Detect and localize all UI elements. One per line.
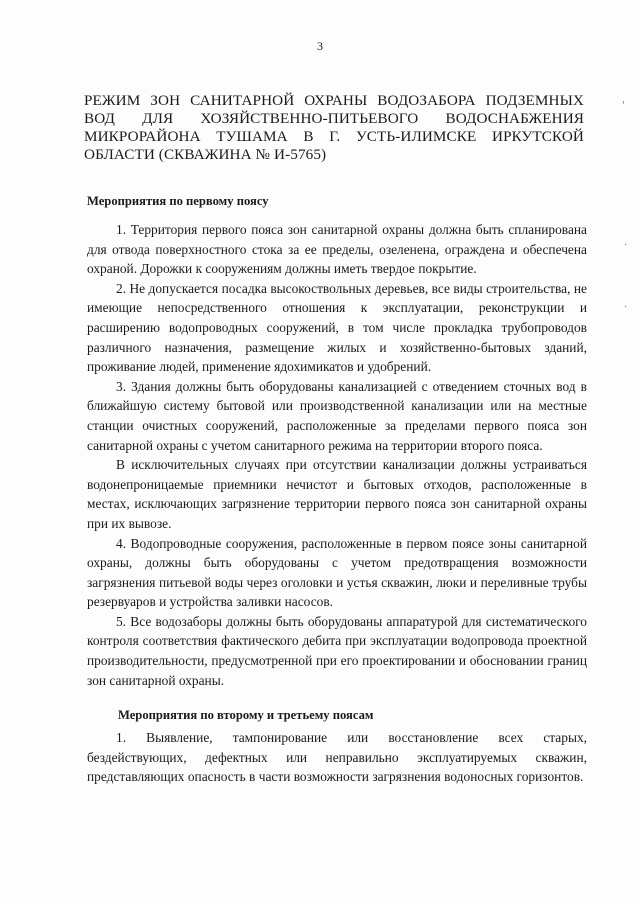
paragraph: 1. Территория первого пояса зон санитарной охраны должна быть спланирована для отвода поверхностного стока за ее пределы, озеленена, ограждена и обеспечена охраной. Дорожки к сооружениям должны иметь твердое покрытие. (87, 222, 587, 277)
page-number: 3 (317, 39, 323, 53)
paragraph: В исключительных случаях при отсутствии канализации должны устраиваться водонепроницаемые приемники нечистот и бытовых отходов, расположенные в местах, исключающих загрязнение территории первого пояса зон санитарной охраны при их вывозе. (87, 457, 587, 531)
paragraph: 2. Не допускается посадка высокоствольных деревьев, все виды строительства, не имеющие непосредственного отношения к эксплуатации, реконструкции и расширению водопроводных сооружений, в том числе прокладка трубопроводов различного назначения, размещение жилых и хозяйственно-бытовых зданий, проживание людей, применение ядохимикатов и удобрений. (87, 280, 587, 375)
scan-margin-mark: · (624, 240, 628, 251)
paragraph: 4. Водопроводные сооружения, расположенные в первом поясе зоны санитарной охраны, должны быть оборудованы с учетом предотвращения возможности загрязнения питьевой воды через оголовки и устья скважин, люки и переливные трубы резервуаров и устройства заливки насосов. (87, 535, 587, 610)
paragraph: 1. Выявление, тампонирование или восстановление всех старых, бездействующих, дефектных или неправильно эксплуатируемых скважин, представляющих опасность в части возможности загрязнения водоносных горизонтов. (87, 730, 587, 785)
document-title (84, 92, 584, 164)
title-line: МИКРОРАЙОНА ТУШАМА В Г. УСТЬ-ИЛИМСКЕ ИРКУТСКОЙ (84, 128, 584, 145)
paragraph: 5. Все водозаборы должны быть оборудованы аппаратурой для систематического контроля соответствия фактического дебита при эксплуатации водопровода проектной производительности, предусмотренной при его проектировании и обосновании границ зон санитарной охраны. (87, 613, 587, 688)
title-line: ВОД ДЛЯ ХОЗЯЙСТВЕННО-ПИТЬЕВОГО ВОДОСНАБЖЕНИЯ (84, 110, 584, 127)
title-line: РЕЖИМ ЗОН САНИТАРНОЙ ОХРАНЫ ВОДОЗАБОРА ПОДЗЕМНЫХ (84, 92, 584, 109)
section-first-zone-body (87, 220, 587, 690)
paragraph: 3. Здания должны быть оборудованы канализацией с отведением сточных вод в ближайшую систему бытовой или производственной канализации или на местные станции очистных сооружений, расположенные за пределами первого пояса зон санитарной охраны с учетом санитарного режима на территории второго пояса. (87, 378, 587, 453)
section-heading-second-third-zone: Мероприятия по второму и третьему поясам (118, 708, 374, 722)
scan-margin-mark: ' (622, 100, 625, 111)
section-second-third-zone-body (87, 728, 587, 787)
title-line: ОБЛАСТИ (СКВАЖИНА № И-5765) (84, 146, 327, 163)
section-heading-first-zone: Мероприятия по первому поясу (87, 194, 269, 208)
scan-margin-mark: · (624, 302, 628, 313)
